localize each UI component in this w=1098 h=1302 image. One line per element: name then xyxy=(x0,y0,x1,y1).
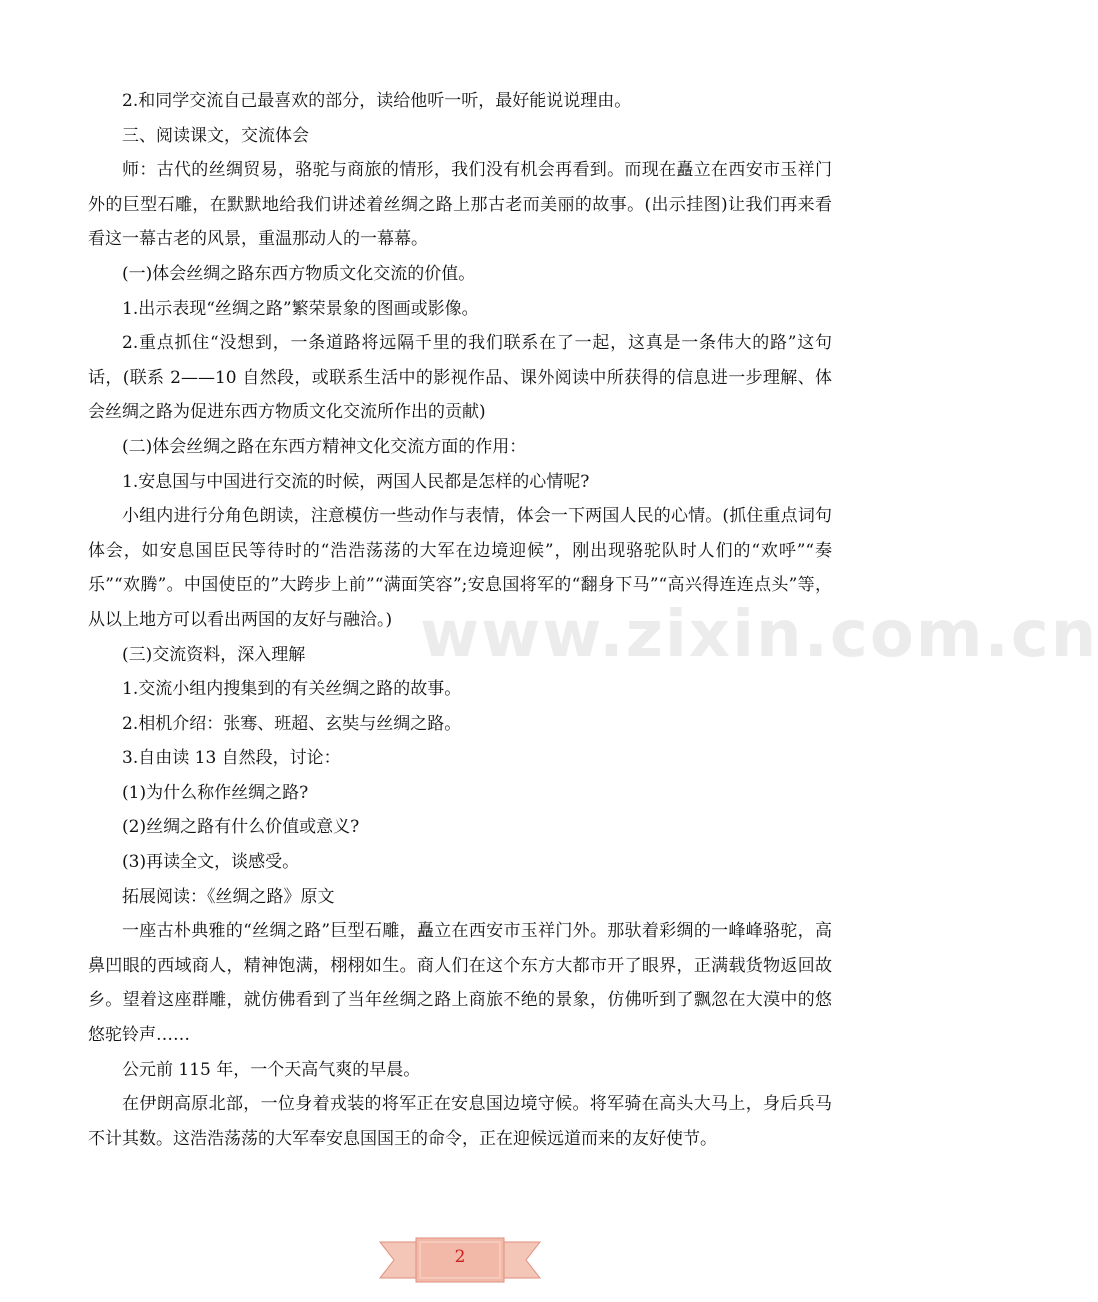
question-3: (3)再读全文，谈感受。 xyxy=(122,852,300,873)
document-body xyxy=(88,84,832,1156)
paragraph-role-reading: 小组内进行分角色朗读，注意模仿一些动作与表情，体会一下两国人民的心情。(抓住重点词句体会，如安息国臣民等待时的“浩浩荡荡的大军在边境迎候”，刚出现骆驼队时人们的“欢呼”“奏乐”“欢腾”。中国使臣的”大跨步上前”“满面笑容”;安息国将军的“翻身下马”“高兴得连连点头”等，从以上地方可以看出两国的友好与融洽。) xyxy=(88,506,832,630)
paragraph-1: 2.和同学交流自己最喜欢的部分，读给他听一听，最好能说说理由。 xyxy=(122,91,632,111)
item-show-images: 1.出示表现“丝绸之路”繁荣景象的图画或影像。 xyxy=(122,298,479,319)
page-number: 2 xyxy=(454,1247,466,1267)
paragraph-teacher-intro: 师：古代的丝绸贸易，骆驼与商旅的情形，我们没有机会再看到。而现在矗立在西安市玉祥门外的巨型石雕，在默默地给我们讲述着丝绸之路上那古老而美丽的故事。(出示挂图)让我们再来看看这一幕古老的风景，重温那动人的一幕幕。 xyxy=(88,160,832,250)
item-key-sentence: 2.重点抓住“没想到，一条道路将远隔千里的我们联系在了一起，这真是一条伟大的路”这句话，(联系 2——10 自然段，或联系生活中的影视作品、课外阅读中所获得的信息进一步理解、体会丝绸之路为促进东西方物质文化交流所作出的贡献) xyxy=(88,333,832,423)
section-heading-3: 三、阅读课文，交流体会 xyxy=(122,125,309,146)
page-number-badge xyxy=(380,1236,540,1286)
subheading-material-exchange: (一)体会丝绸之路东西方物质文化交流的价值。 xyxy=(122,263,476,284)
question-1: (1)为什么称作丝绸之路? xyxy=(122,782,309,803)
item-free-reading: 3.自由读 13 自然段，讨论： xyxy=(122,748,341,769)
item-introduce-figures: 2.相机介绍：张骞、班超、玄奘与丝绸之路。 xyxy=(122,713,462,734)
extended-reading-title: 拓展阅读：《丝绸之路》原文 xyxy=(122,886,335,907)
subheading-spiritual-exchange: (二)体会丝绸之路在东西方精神文化交流方面的作用： xyxy=(122,436,527,457)
subheading-share-materials: (三)交流资料，深入理解 xyxy=(122,644,306,665)
question-2: (2)丝绸之路有什么价值或意义? xyxy=(122,817,360,838)
item-feelings-question: 1.安息国与中国进行交流的时候，两国人民都是怎样的心情呢? xyxy=(122,471,590,492)
original-text-paragraph-3: 在伊朗高原北部，一位身着戎装的将军正在安息国边境守候。将军骑在高头大马上，身后兵马不计其数。这浩浩荡荡的大军奉安息国国王的命令，正在迎候远道而来的友好使节。 xyxy=(88,1094,832,1149)
item-share-stories: 1.交流小组内搜集到的有关丝绸之路的故事。 xyxy=(122,679,462,700)
watermark: www.zixin.com.cn xyxy=(420,598,1098,672)
original-text-paragraph-2: 公元前 115 年，一个天高气爽的早晨。 xyxy=(122,1059,421,1080)
original-text-paragraph-1: 一座古朴典雅的“丝绸之路”巨型石雕，矗立在西安市玉祥门外。那驮着彩绸的一峰峰骆驼，高鼻凹眼的西域商人，精神饱满，栩栩如生。商人们在这个东方大都市开了眼界，正满载货物返回故乡。望着这座群雕，就仿佛看到了当年丝绸之路上商旅不绝的景象，仿佛听到了飘忽在大漠中的悠悠驼铃声…… xyxy=(88,921,832,1046)
